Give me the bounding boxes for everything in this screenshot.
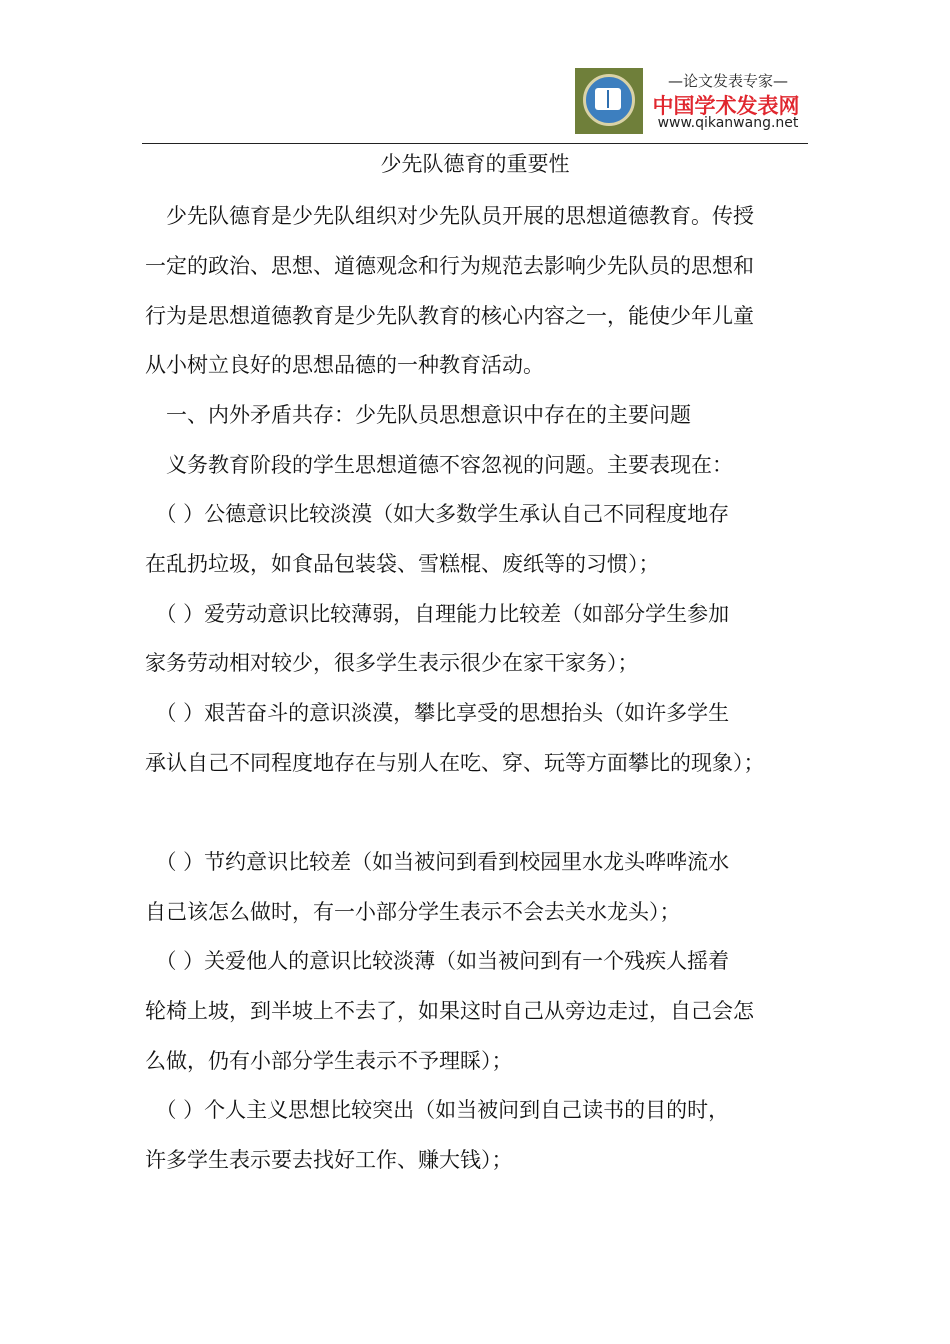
text-line: 轮椅上坡，到半坡上不去了，如果这时自己从旁边走过，自己会怎 <box>145 999 754 1023</box>
header-divider <box>142 143 808 144</box>
text-line: 在乱扔垃圾，如食品包装袋、雪糕棍、废纸等的习惯）； <box>145 552 660 576</box>
text-line: 行为是思想道德教育是少先队教育的核心内容之一，能使少年儿童 <box>145 304 754 328</box>
text-line: 从小树立良好的思想品德的一种教育活动。 <box>145 353 544 377</box>
site-logo <box>575 68 810 134</box>
document-title: 少先队德育的重要性 <box>380 152 570 176</box>
text-line: 一定的政治、思想、道德观念和行为规范去影响少先队员的思想和 <box>145 254 754 278</box>
logo-url: www.qikanwang.net <box>657 115 799 131</box>
section-heading: 一、内外矛盾共存：少先队员思想意识中存在的主要问题 <box>145 403 691 427</box>
text-line: （ ）爱劳动意识比较薄弱，自理能力比较差（如部分学生参加 <box>145 602 730 626</box>
text-line: 么做，仍有小部分学生表示不予理睬）； <box>145 1049 513 1073</box>
text-line: 承认自己不同程度地存在与别人在吃、穿、玩等方面攀比的现象）； <box>145 751 765 775</box>
text-line: （ ）关爱他人的意识比较淡薄（如当被问到有一个残疾人摇着 <box>145 949 730 973</box>
text-line: 少先队德育是少先队组织对少先队员开展的思想道德教育。传授 <box>145 204 754 228</box>
text-line: （ ）艰苦奋斗的意识淡漠，攀比享受的思想抬头（如许多学生 <box>145 701 730 725</box>
text-line: 义务教育阶段的学生思想道德不容忽视的问题。主要表现在： <box>145 453 733 477</box>
text-line: （ ）节约意识比较差（如当被问到看到校园里水龙头哗哗流水 <box>145 850 730 874</box>
text-line: 自己该怎么做时，有一小部分学生表示不会去关水龙头）； <box>145 900 681 924</box>
text-line: （ ）个人主义思想比较突出（如当被问到自己读书的目的时， <box>145 1098 730 1122</box>
text-line: （ ）公德意识比较淡漠（如大多数学生承认自己不同程度地存 <box>145 502 730 526</box>
text-line: 家务劳动相对较少，很多学生表示很少在家干家务）； <box>145 651 639 675</box>
logo-tagline: —论文发表专家— <box>667 72 788 90</box>
text-line: 许多学生表示要去找好工作、赚大钱）； <box>145 1148 513 1172</box>
logo-name: 中国学术发表网 <box>652 94 800 118</box>
seal-icon <box>575 68 643 134</box>
